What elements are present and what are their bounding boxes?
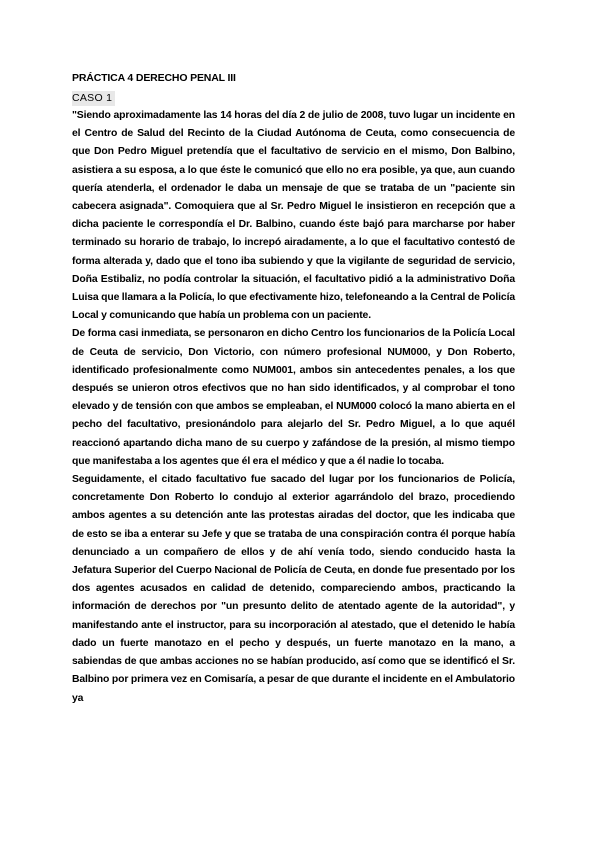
paragraph-3: Seguidamente, el citado facultativo fue sacado del lugar por los funcionarios de Policía, concretamente Don Roberto lo condujo al exterior agarrándolo del brazo, procediendo ambos agentes a su detención ante las protestas airadas del doctor, que les indicaba que de esto se iba a enterar su Jefe y que se trataba de una conspiración contra él porque había denunciado a un compañero de ellos y de ahí venía todo, siendo conducido hasta la Jefatura Superior del Cuerpo Nacional de Policía de Ceuta, en donde fue presentado por los dos agentes acusados en calidad de detenido, compareciendo ambos, practicando la información de derechos por "un presunto delito de atentado agente de la autoridad", y manifestando ante el instructor, para su incorporación al atestado, que el detenido le había dado un fuerte manotazo en el pecho y después, un fuerte manotazo en la mano, a sabiendas de que ambas acciones no se habían producido, así como que se identificó el Sr. Balbino por primera vez en Comisaría, a pesar de que durante el incidente en el Ambulatorio ya — [72, 474, 515, 704]
paragraph-2: De forma casi inmediata, se personaron en dicho Centro los funcionarios de la Policía Local de Ceuta de servicio, Don Victorio, con número profesional NUM000, y Don Roberto, identificado profesionalmente como NUM001, ambos sin antecedentes penales, a los que después se unieron otros efectivos que no han sido identificados, y al comprobar el tono elevado y de tensión con que ambos se empleaban, el NUM000 colocó la mano abierta en el pecho del facultativo, presionándolo para alejarlo del Sr. Pedro Miguel, a lo que aquél reaccionó apartando dicha mano de su cuerpo y zafándose de la presión, al mismo tiempo que manifestaba a los agentes que él era el médico y que a él nadie lo tocaba. — [72, 328, 515, 467]
paragraph-1: "Siendo aproximadamente las 14 horas del día 2 de julio de 2008, tuvo lugar un incidente en el Centro de Salud del Recinto de la Ciudad Autónoma de Ceuta, como consecuencia de que Don Pedro Miguel pretendía que el facultativo de servicio en el mismo, Don Balbino, asistiera a su esposa, a lo que éste le comunicó que ello no era posible, ya que, aun cuando quería atenderla, el ordenador le daba un mensaje de que se trataba de un "paciente sin cabecera asignada". Comoquiera que al Sr. Pedro Miguel le insistieron en recepción que a dicha paciente le correspondía el Dr. Balbino, cuando éste bajó para marcharse por haber terminado su horario de trabajo, lo increpó airadamente, a lo que el facultativo contestó de forma alterada y, dado que el tono iba subiendo y que la vigilante de seguridad de servicio, Doña Estibaliz, no podía controlar la situación, el facultativo pidió a la administrativo Doña Luisa que llamara a la Policía, lo que efectivamente hizo, telefoneando a la Central de Policía Local y comunicando que había un problema con un paciente. — [72, 110, 515, 322]
document-title: PRÁCTICA 4 DERECHO PENAL III — [72, 72, 236, 84]
case-label: CASO 1 — [72, 91, 115, 106]
document-body — [72, 70, 515, 708]
